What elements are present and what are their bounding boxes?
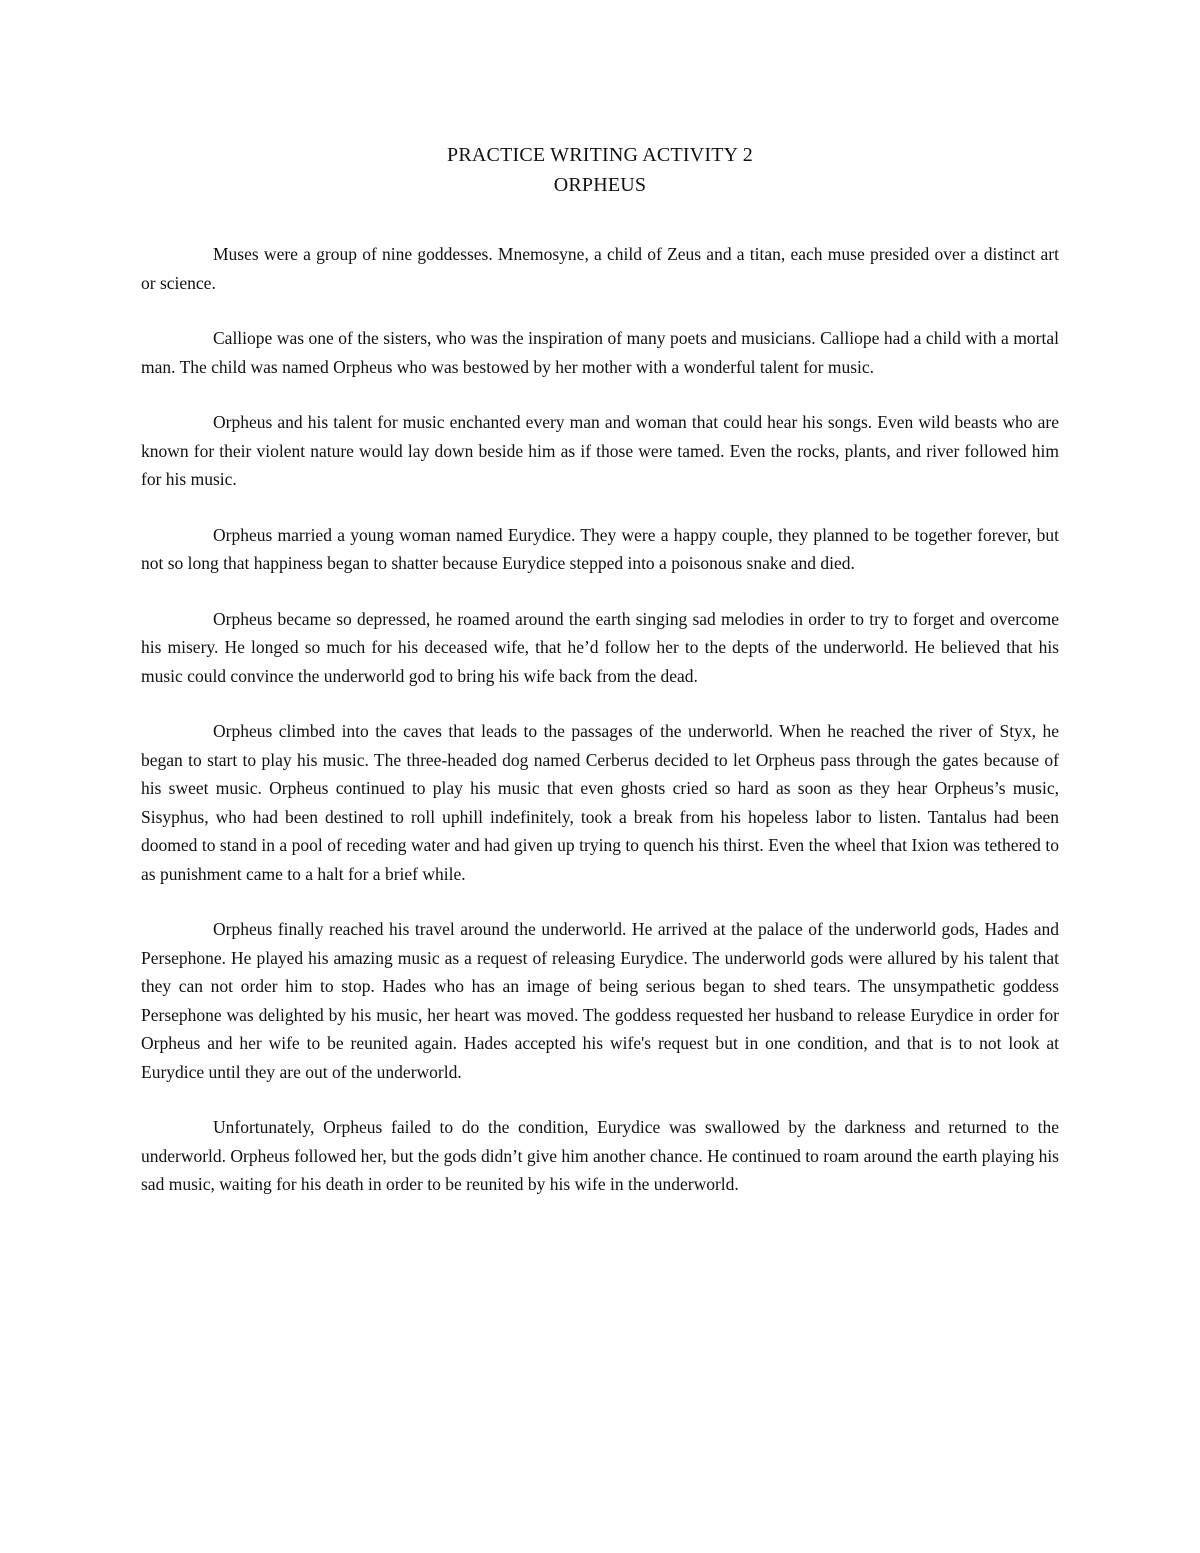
paragraph-6: Orpheus climbed into the caves that leads to the passages of the underworld. When he reached the river of Styx, he began to start to play his music. The three-headed dog named Cerberus decided to let Orpheus pass through the gates because of his sweet music. Orpheus continued to play his music that even ghosts cried so hard as soon as they hear Orpheus’s music, Sisyphus, who had been destined to roll uphill indefinitely, took a break from his hopeless labor to listen. Tantalus had been doomed to stand in a pool of receding water and had given up trying to quench his thirst. Even the wheel that Ixion was tethered to as punishment came to a halt for a brief while. <box>141 721 1059 884</box>
document-page <box>141 140 1059 1199</box>
paragraph-4: Orpheus married a young woman named Eurydice. They were a happy couple, they planned to be together forever, but not so long that happiness began to shatter because Eurydice stepped into a poisonous snake and died. <box>141 524 1059 573</box>
paragraph-8: Unfortunately, Orpheus failed to do the condition, Eurydice was swallowed by the darkness and returned to the underworld. Orpheus followed her, but the gods didn’t give him another chance. He continued to roam around the earth playing his sad music, waiting for his death in order to be reunited by his wife in the underworld. <box>141 1117 1059 1194</box>
paragraph-2: Calliope was one of the sisters, who was the inspiration of many poets and musicians. Calliope had a child with a mortal man. The child was named Orpheus who was bestowed by her mother with a wonderful talent for music. <box>141 328 1059 377</box>
paragraph-7: Orpheus finally reached his travel around the underworld. He arrived at the palace of the underworld gods, Hades and Persephone. He played his amazing music as a request of releasing Eurydice. The underworld gods were allured by his talent that they can not order him to stop. Hades who has an image of being serious began to shed tears. The unsympathetic goddess Persephone was delighted by his music, her heart was moved. The goddess requested her husband to release Eurydice in order for Orpheus and her wife to be reunited again. Hades accepted his wife's request but in one condition, and that is to not look at Eurydice until they are out of the underworld. <box>141 919 1059 1082</box>
paragraph-5: Orpheus became so depressed, he roamed around the earth singing sad melodies in order to try to forget and overcome his misery. He longed so much for his deceased wife, that he’d follow her to the depts of the underworld. He believed that his music could convince the underworld god to bring his wife back from the dead. <box>141 608 1059 686</box>
paragraph-1: Muses were a group of nine goddesses. Mnemosyne, a child of Zeus and a titan, each muse presided over a distinct art or science. <box>141 244 1059 293</box>
paragraph-3: Orpheus and his talent for music enchanted every man and woman that could hear his songs. Even wild beasts who are known for their violent nature would lay down beside him as if those were tamed. Even the rocks, plants, and river followed him for his music. <box>141 412 1059 489</box>
document-title: PRACTICE WRITING ACTIVITY 2 <box>447 144 753 166</box>
document-subtitle: ORPHEUS <box>553 174 647 196</box>
